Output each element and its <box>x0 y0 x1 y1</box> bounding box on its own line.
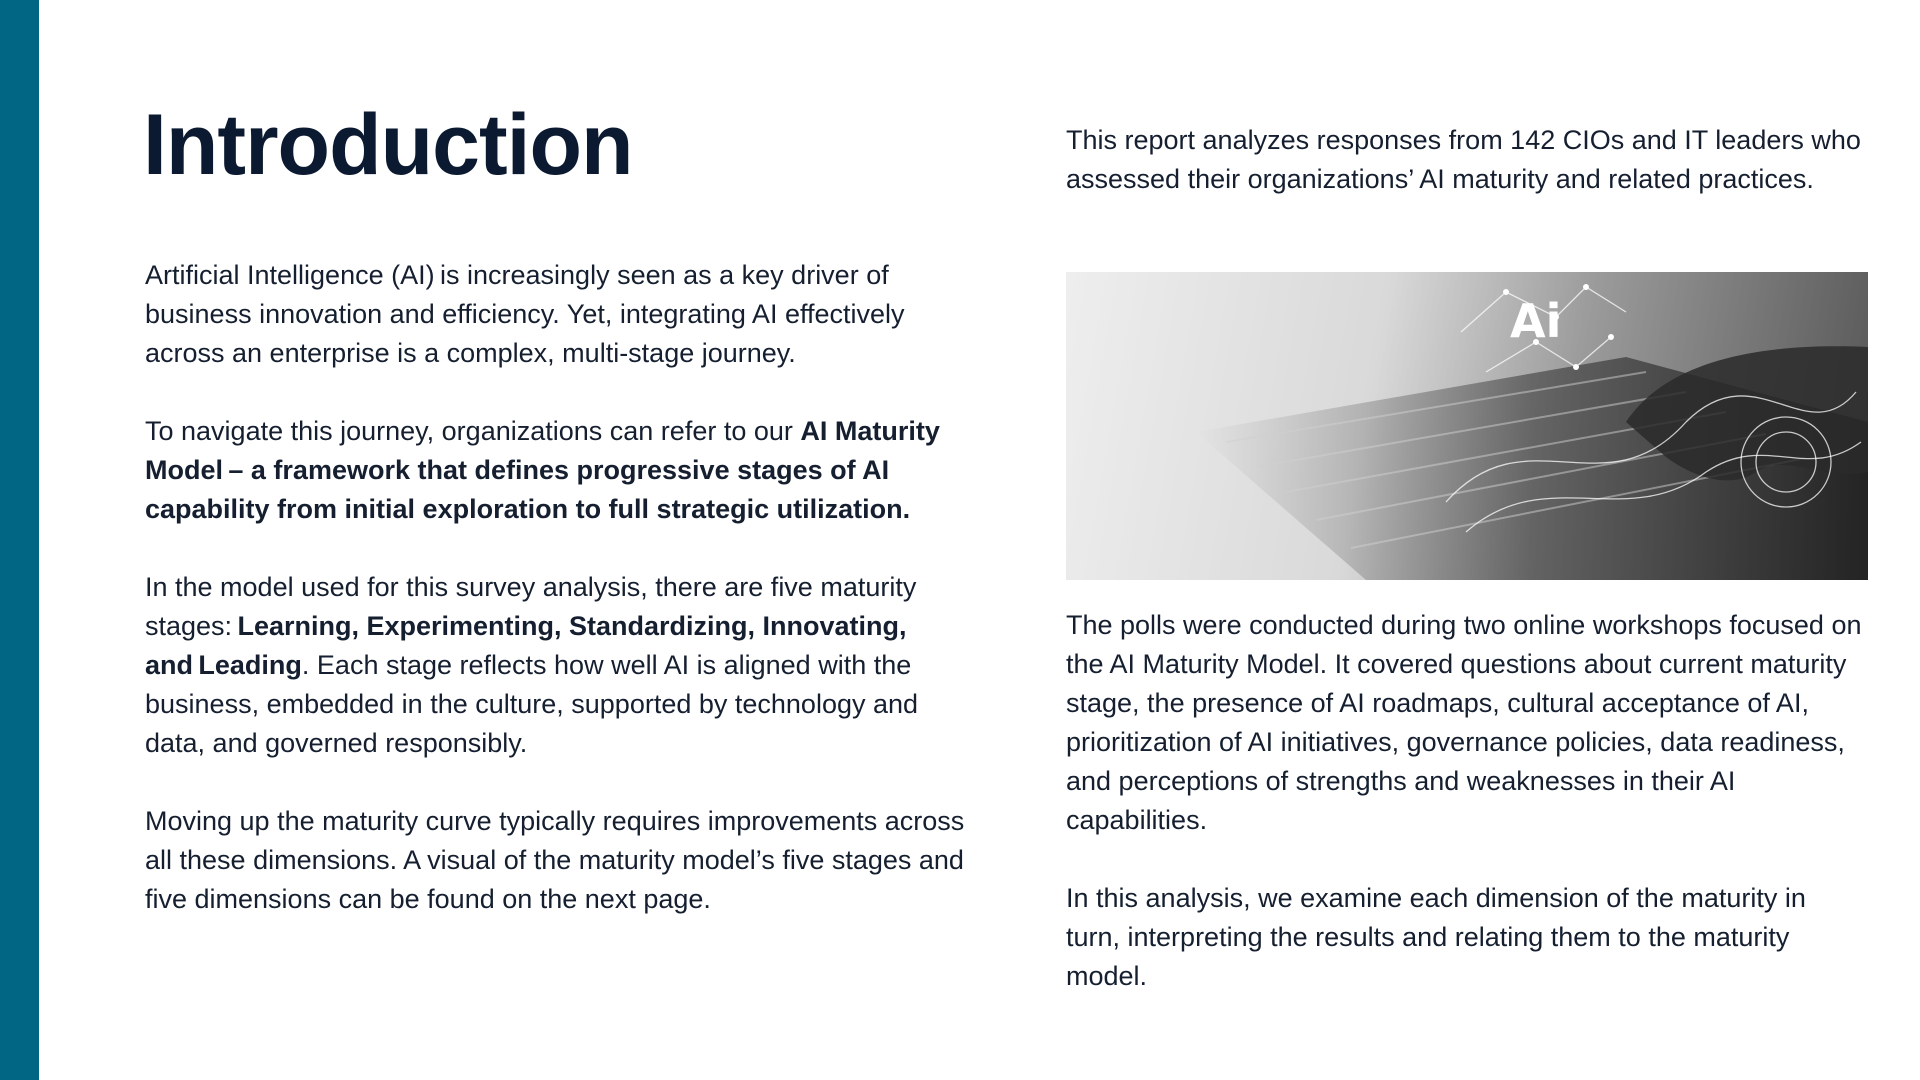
intro-paragraph: Artificial Intelligence (AI) is increasingly seen as a key driver of business innovation and efficiency. Yet, integrating AI effectively across an enterprise is a complex, multi-stage journey. <box>145 260 905 368</box>
stages-description-text: . Each stage reflects how well AI is aligned with the business, embedded in the culture, supported by technology and data, and governed responsibly. <box>145 650 919 758</box>
model-definition-text: AI Maturity Model – a framework that defines progressive stages of AI capability from initial exploration to full strategic utilization. <box>145 416 940 524</box>
analysis-paragraph: In this analysis, we examine each dimension of the maturity in turn, interpreting the results and relating them to the maturity model. <box>1066 883 1806 991</box>
report-summary-paragraph: This report analyzes responses from 142 CIOs and IT leaders who assessed their organizations’ AI maturity and related practices. <box>1066 125 1861 194</box>
page-title: Introduction <box>143 97 633 193</box>
laptop-ai-illustration <box>1066 272 1868 580</box>
stages-paragraph <box>145 568 965 763</box>
right-column-bottom <box>1066 606 1866 1035</box>
right-column-top <box>1066 121 1866 238</box>
accent-sidebar-bar <box>0 0 39 1080</box>
polls-paragraph: The polls were conducted during two online workshops focused on the AI Maturity Model. It covered questions about current maturity stage, the presence of AI roadmaps, cultural acceptance of AI, prioritization of AI initiatives, governance policies, data readiness, and perceptions of strengths and weaknesses in their AI capabilities. <box>1066 610 1862 835</box>
model-intro-text: To navigate this journey, organizations can refer to our <box>145 416 801 446</box>
maturity-curve-paragraph: Moving up the maturity curve typically requires improvements across all these dimensions. A visual of the maturity model’s five stages and five dimensions can be found on the next page. <box>145 806 965 914</box>
model-paragraph <box>145 412 965 529</box>
left-column <box>145 256 965 958</box>
stages-intro-text: In the model used for this survey analysis, there are five maturity stages: <box>145 572 917 641</box>
stage-names-text: Learning, Experimenting, Standardizing, Innovating, and Leading <box>145 611 907 680</box>
hero-image-laptop-ai <box>1066 272 1868 580</box>
ai-image-label: Ai <box>1510 294 1562 348</box>
